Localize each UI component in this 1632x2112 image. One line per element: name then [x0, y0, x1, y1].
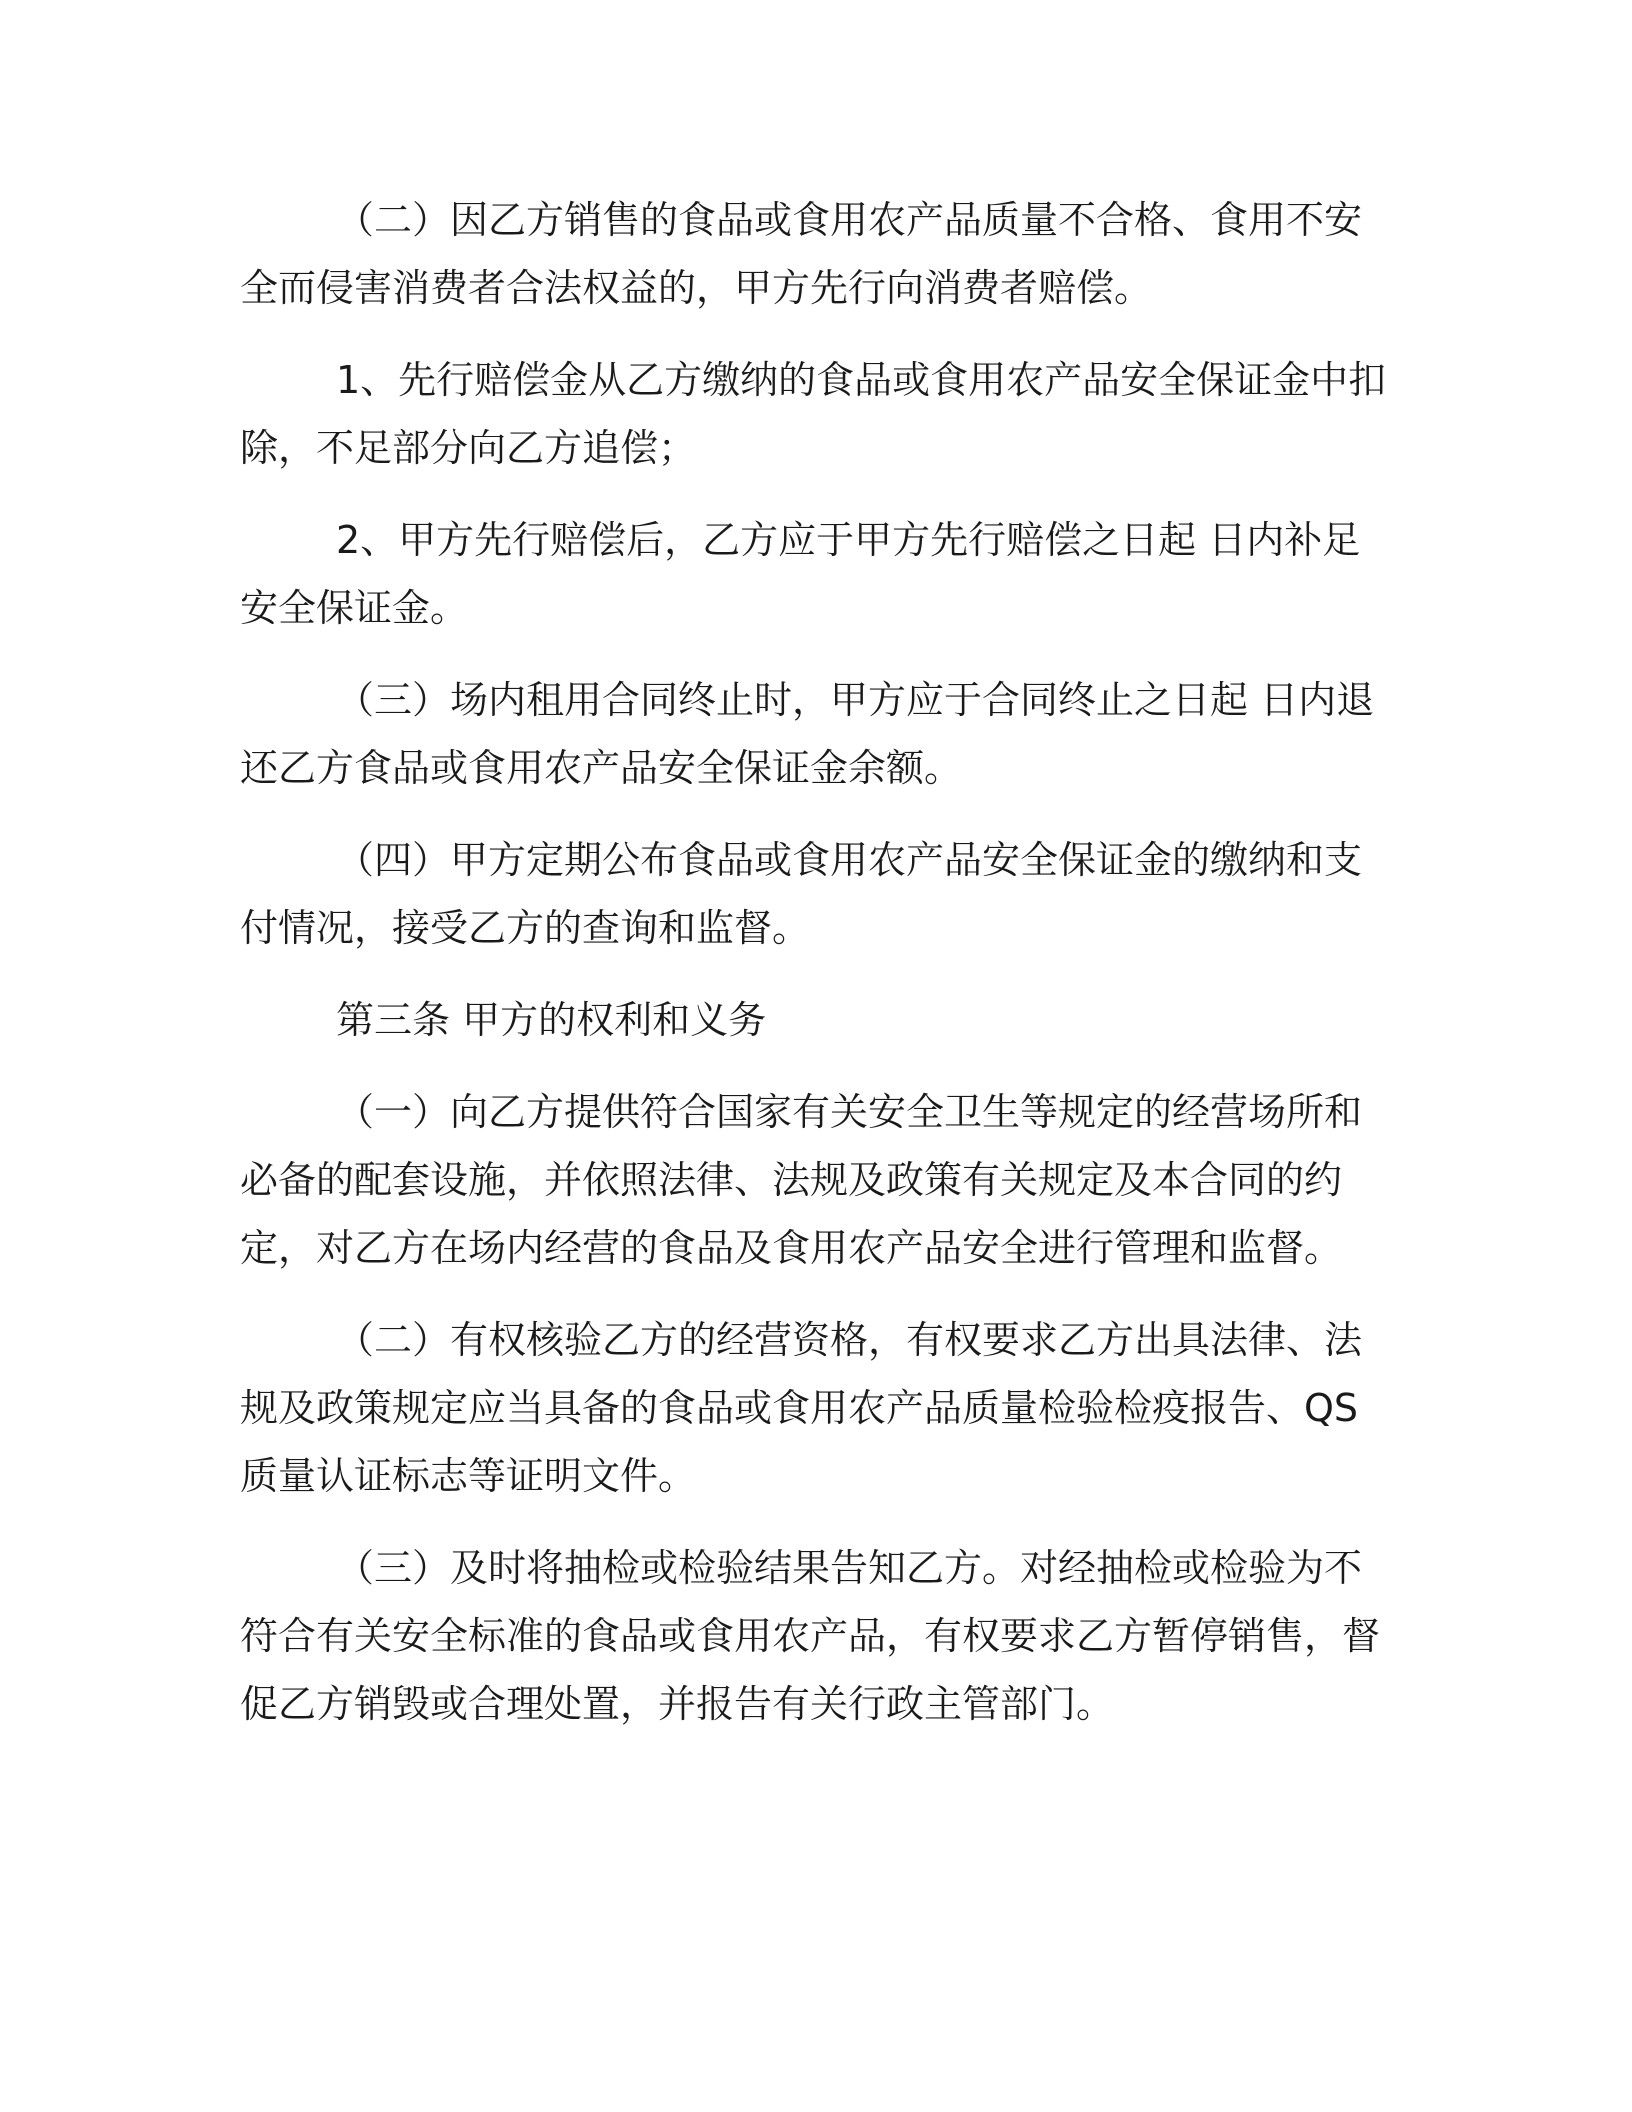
paragraph-contract-termination: （三）场内租用合同终止时，甲方应于合同终止之日起 日内退还乙方食品或食用农产品安全保证金余额。	[240, 678, 1375, 790]
paragraph-compensation-item-2: 2、甲方先行赔偿后，乙方应于甲方先行赔偿之日起 日内补足安全保证金。	[240, 518, 1361, 630]
paragraph-inspection-results: （三）及时将抽检或检验结果告知乙方。对经抽检或检验为不符合有关安全标准的食品或食用农产品，有权要求乙方暂停销售，督促乙方销毁或合理处置，并报告有关行政主管部门。	[240, 1546, 1381, 1726]
paragraph-compensation-item-1: 1、先行赔偿金从乙方缴纳的食品或食用农产品安全保证金中扣除，不足部分向乙方追偿；	[240, 358, 1387, 470]
paragraph-compensation-intro: （二）因乙方销售的食品或食用农产品质量不合格、食用不安全而侵害消费者合法权益的，甲方先行向消费者赔偿。	[240, 198, 1363, 310]
paragraph-public-disclosure: （四）甲方定期公布食品或食用农产品安全保证金的缴纳和支付情况，接受乙方的查询和监督。	[240, 838, 1363, 950]
article-heading: 第三条 甲方的权利和义务	[336, 998, 767, 1042]
paragraph-verify-qualification: （二）有权核验乙方的经营资格，有权要求乙方出具法律、法规及政策规定应当具备的食品或食用农产品质量检验检疫报告、QS 质量认证标志等证明文件。	[240, 1318, 1371, 1498]
document-body	[240, 186, 1390, 1738]
paragraph-provide-facilities: （一）向乙方提供符合国家有关安全卫生等规定的经营场所和必备的配套设施，并依照法律、法规及政策有关规定及本合同的约定，对乙方在场内经营的食品及食用农产品安全进行管理和监督。	[240, 1090, 1363, 1270]
